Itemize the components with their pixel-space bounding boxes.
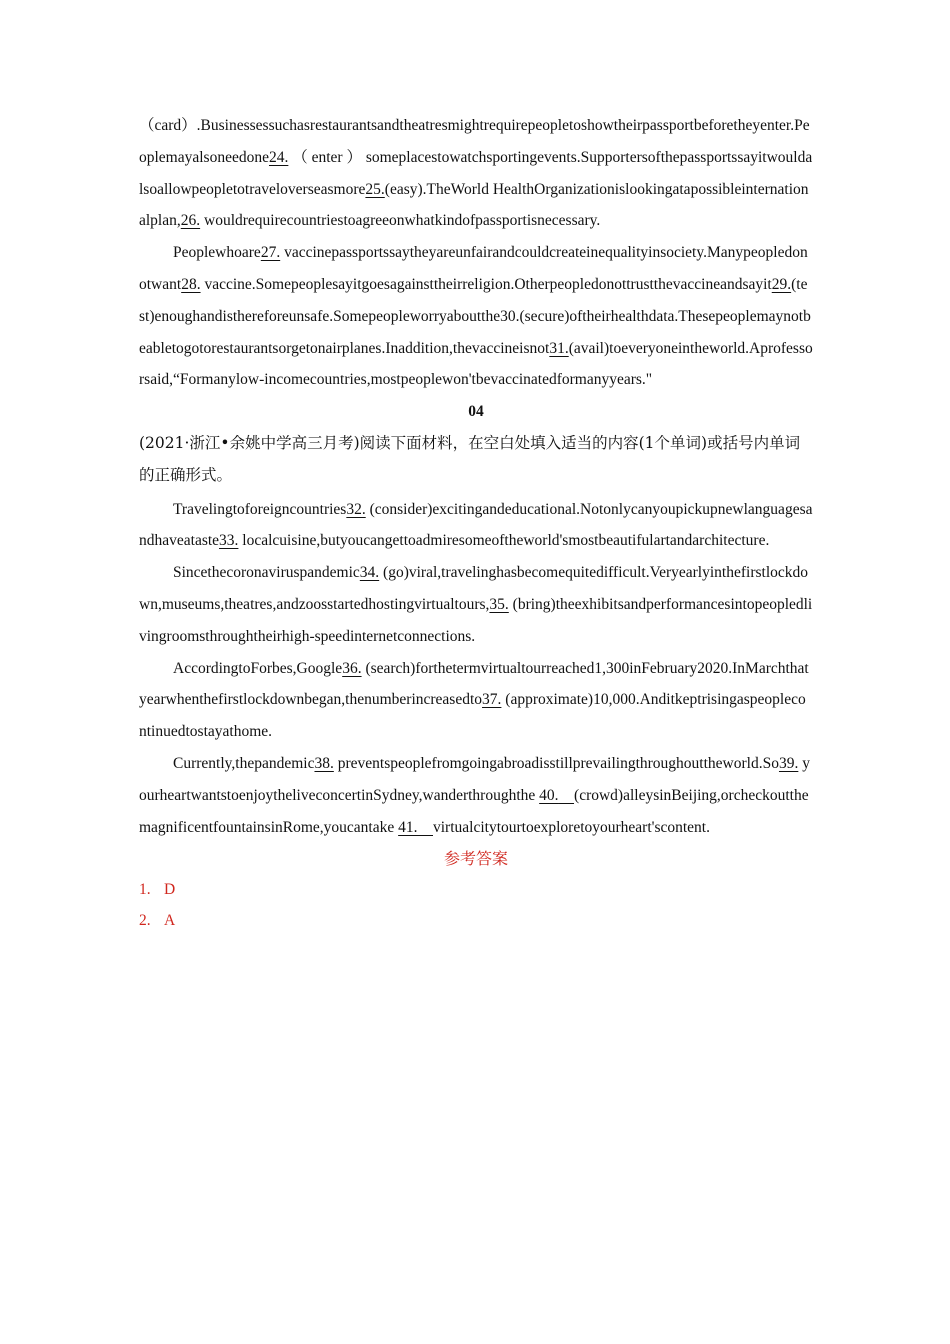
blank-38: 38. [314, 754, 334, 772]
blank-26: 26. [180, 212, 201, 230]
answer-value: A [164, 912, 176, 930]
answer-item [139, 875, 813, 905]
text: vaccine.Somepeoplesayitgoesagainsttheirreligion.Otherpeopledonottrustthevaccineandsayit [204, 275, 772, 293]
text: vaccinepassportssaytheyareunfairandcouldcreateinequalityinsociety.Manypeopledonotwant [139, 244, 808, 293]
blank-41: 41. [398, 818, 418, 836]
blank-31: 31. [549, 339, 569, 357]
blank-40: 40. [539, 786, 559, 804]
text: preventspeoplefromgoingabroadisstillprevailingthroughouttheworld.So [337, 754, 779, 772]
text: (go)viral,travelinghasbecomequitedifficult.Veryearlyinthefirstlockdown,museums,theatres,andzoosstartedhostingvirtualtours, [139, 564, 809, 613]
blank-36: 36. [342, 659, 362, 677]
text: Peoplewhoare [173, 244, 261, 262]
text: localcuisine,butyoucangettoadmiresomeoftheworld'smostbeautifulartandarchitecture. [242, 532, 770, 550]
paragraph-traveling [139, 494, 813, 558]
blank-39: 39. [778, 754, 799, 772]
text: Travelingtoforeigncountries [173, 500, 347, 518]
blank-33: 33. [219, 532, 239, 550]
exercise-instruction: (2021·浙江•余姚中学高三月考)阅读下面材料，在空白处填入适当的内容(1个单词)或括号内单词的正确形式。 [139, 433, 801, 484]
text: AccordingtoForbes,Google [173, 659, 343, 677]
text: Sincethecoronaviruspandemic [173, 564, 360, 582]
blank-28: 28. [181, 275, 201, 293]
text: Currently,thepandemic [173, 754, 315, 772]
blank-25: 25. [365, 180, 385, 198]
paragraph-pandemic [139, 557, 813, 652]
blank-27: 27. [260, 244, 281, 262]
text: (crowd)alleysinBeijing,orcheckoutthemagnificentfountainsinRome,youcantake [139, 786, 809, 836]
text: (search)forthetermvirtualtourreached1,300inFebruary2020.InMarchthatyearwhenthefirstlockdownbegan,thenumberincreasedto [139, 659, 809, 709]
blank-41-line [418, 819, 434, 836]
text: (test)enoughandisthereforeunsafe.Somepeopleworryaboutthe30.(secure)oftheirhealthdata.Thesepeoplemaynotbeabletogotorestaurantsorgetonairplanes.Inaddition,thevaccineisnot [139, 275, 811, 357]
blank-29: 29. [771, 275, 792, 293]
blank-37: 37. [482, 691, 502, 709]
answer-item [139, 905, 813, 937]
text: (easy).TheWorld HealthOrganizationislookingatapossibleinternationalplan, [139, 180, 809, 230]
answer-number: 2. [139, 912, 151, 930]
blank-32: 32. [346, 500, 366, 518]
text: (avail)toeveryoneintheworld.Aprofessorsaid,“Formanylow-incomecountries,mostpeoplewon'tbevaccinatedformanyyears." [139, 339, 813, 389]
answer-value: D [164, 881, 176, 899]
text: (bring)theexhibitsandperformancesintopeopledlivingroomsthroughtheirhigh-speedinternetconnections. [139, 595, 813, 645]
section-heading: 04 [468, 403, 484, 421]
blank-40-line [559, 787, 575, 804]
text: （ enter ） someplacestowatchsportingevents.Supportersofthepassportssayitwouldalsoallowpeopletotraveloverseasmore [139, 148, 813, 198]
blank-34: 34. [359, 564, 380, 582]
text: yourheartwantstoenjoytheliveconcertinSydney,wanderthroughthe [139, 754, 810, 804]
paragraph-forbes [139, 653, 813, 748]
paragraph-currently [139, 748, 813, 843]
blank-35: 35. [489, 595, 509, 613]
text: wouldrequirecountriestoagreeonwhatkindofpassportisnecessary. [204, 212, 601, 230]
text: (consider)excitingandeducational.Notonlycanyoupickupnewlanguagesandhaveataste [139, 500, 813, 550]
paragraph-passport-supporters [139, 110, 813, 237]
text: virtualcitytourtoexploretoyourheart'scontent. [433, 818, 710, 836]
answers-title: 参考答案 [443, 849, 508, 869]
blank-24: 24. [268, 148, 289, 166]
text: (approximate)10,000.Anditkeptrisingaspeoplecontinuedtostayathome. [139, 691, 806, 741]
text: （card）.Businessessuchasrestaurantsandtheatresmightrequirepeopletoshowtheirpassportbeforetheyenter.Peoplemayalsoneedone [139, 117, 810, 166]
document-body [139, 110, 813, 937]
paragraph-passport-opponents [139, 237, 813, 396]
answer-number: 1. [139, 881, 151, 899]
